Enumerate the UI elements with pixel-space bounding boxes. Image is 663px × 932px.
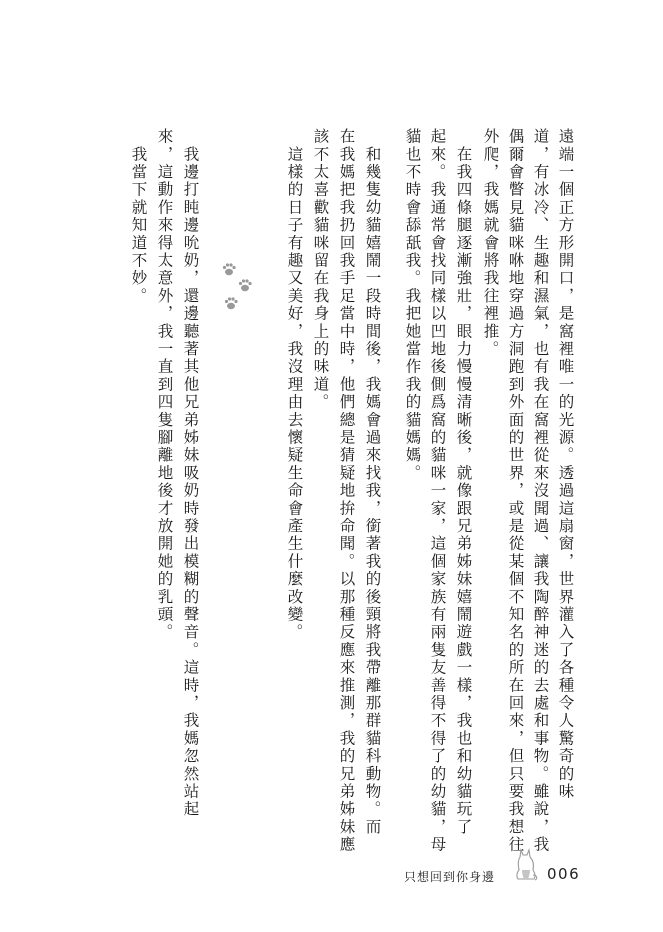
text-column-7: 貓也不時會舔舐我。我把她當作我的貓媽媽。 — [403, 128, 422, 482]
text-column-14: 我當下就知道不妙。 — [129, 128, 148, 305]
text-column-1: 遠端一個正方形開口，是窩裡唯一的光源。透過這扇窗，世界灌入了各種令人驚奇的味 — [556, 128, 575, 801]
text-column-10: 該不太喜歡貓咪留在我身上的味道。 — [311, 128, 330, 412]
text-column-11: 這樣的日子有趣又美好，我沒理由去懷疑生命會產生什麼改變。 — [285, 128, 304, 642]
page-number: 006 — [547, 865, 581, 883]
cat-icon — [512, 846, 540, 882]
text-column-3: 偶爾會瞥見貓咪咻地穿過方洞跑到外面的世界，或是從某個不知名的所在回來，但只要我想往 — [506, 128, 525, 854]
footer-book-title: 只想回到你身邊 — [404, 870, 496, 884]
text-column-6: 起來。我通常會找同樣以凹地後側爲窩的貓咪一家，這個家族有兩隻友善得不得了的幼貓，母 — [428, 128, 447, 854]
paw-icon — [223, 263, 236, 275]
text-column-4: 外爬，我媽就會將我往裡推。 — [481, 128, 500, 359]
text-column-13: 來，這動作來得太意外，我一直到四隻腳離地後才放開她的乳頭。 — [155, 128, 174, 642]
text-column-8: 和幾隻幼貓嬉鬧一段時間後，我媽會過來找我，銜著我的後頸將我帶離那群貓科動物。而 — [363, 128, 382, 836]
text-column-12: 我邊打盹邊吮奶，還邊聽著其他兄弟姊妹吸奶時發出模糊的聲音。這時，我媽忽然站起 — [181, 128, 200, 819]
paw-icon — [225, 297, 238, 309]
paw-prints-divider — [213, 256, 263, 316]
paw-icon-group — [213, 256, 263, 316]
text-column-2: 道，有冰冷、生趣和濕氣，也有我在窩裡從來沒聞過、讓我陶醉神迷的去處和事物。雖說，我 — [531, 128, 550, 854]
text-column-5: 在我四條腿逐漸強壯，眼力慢慢清晰後，就像跟兄弟姊妹嬉鬧遊戲一樣，我也和幼貓玩了 — [454, 128, 473, 836]
text-column-9: 在我媽把我扔回我手足當中時，他們總是猜疑地拚命聞。以那種反應來推測，我的兄弟姊妹應 — [337, 128, 356, 854]
paw-icon — [239, 279, 252, 291]
